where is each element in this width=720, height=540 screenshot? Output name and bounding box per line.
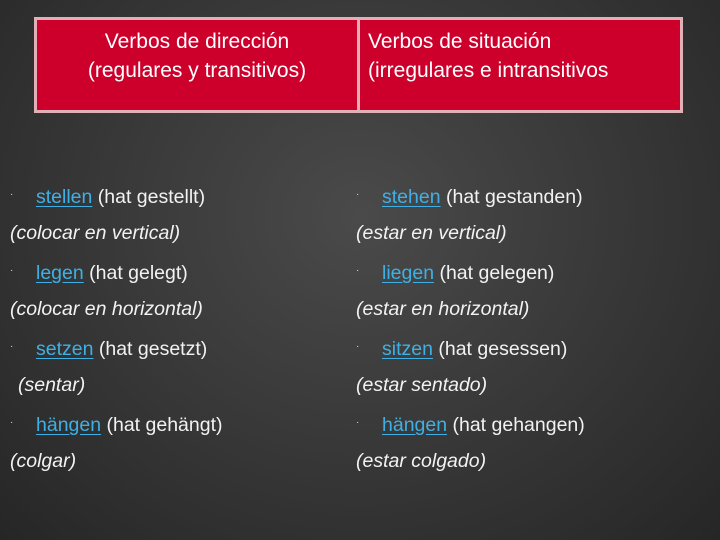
list-item [356,176,706,214]
list-item [10,252,340,290]
bullet-icon: · [10,265,14,276]
verb-link[interactable]: setzen [36,338,94,360]
perfect-form: (hat gelegen) [434,262,555,284]
perfect-form: (hat gehangen) [447,414,585,436]
perfect-form: (hat gesetzt) [93,338,208,360]
perfect-form: (hat gehängt) [101,414,223,436]
verb-link[interactable]: sitzen [382,338,433,360]
verb-link[interactable]: legen [36,262,84,284]
bullet-icon: · [10,341,14,352]
header-direction-subtitle: (regulares y transitivos) [87,59,307,82]
verb-gloss: (estar sentado) [356,374,488,396]
list-item [10,328,340,366]
situation-verb-list [356,176,706,480]
verb-link[interactable]: stellen [36,186,93,208]
verb-link[interactable]: liegen [382,262,435,284]
list-item [356,252,706,290]
verb-gloss: (estar en horizontal) [356,298,530,320]
list-item [10,176,340,214]
header-table [34,17,683,113]
verb-gloss: (colgar) [10,450,77,472]
verb-link[interactable]: hängen [382,414,448,436]
list-item [10,404,340,442]
header-situation-subtitle: (irregulares e intransitivos [368,59,609,82]
list-item [356,404,706,442]
header-situation-title: Verbos de situación [368,30,552,53]
direction-verb-list [10,176,340,480]
bullet-icon: · [356,189,360,200]
verb-link[interactable]: hängen [36,414,102,436]
verb-link[interactable]: stehen [382,186,441,208]
list-item [356,328,706,366]
bullet-icon: · [356,417,360,428]
bullet-icon: · [10,189,14,200]
verb-gloss: (colocar en horizontal) [10,298,203,320]
verb-gloss: (estar colgado) [356,450,487,472]
header-cell-situation [360,20,680,110]
verb-gloss: (sentar) [18,374,86,396]
bullet-icon: · [10,417,14,428]
perfect-form: (hat gestanden) [440,186,583,208]
verb-gloss: (colocar en vertical) [10,222,181,244]
header-cell-direction [37,20,357,110]
perfect-form: (hat gesessen) [432,338,568,360]
header-direction-title: Verbos de dirección [104,30,290,53]
verb-gloss: (estar en vertical) [356,222,507,244]
perfect-form: (hat gestellt) [92,186,206,208]
perfect-form: (hat gelegt) [83,262,188,284]
bullet-icon: · [356,341,360,352]
bullet-icon: · [356,265,360,276]
